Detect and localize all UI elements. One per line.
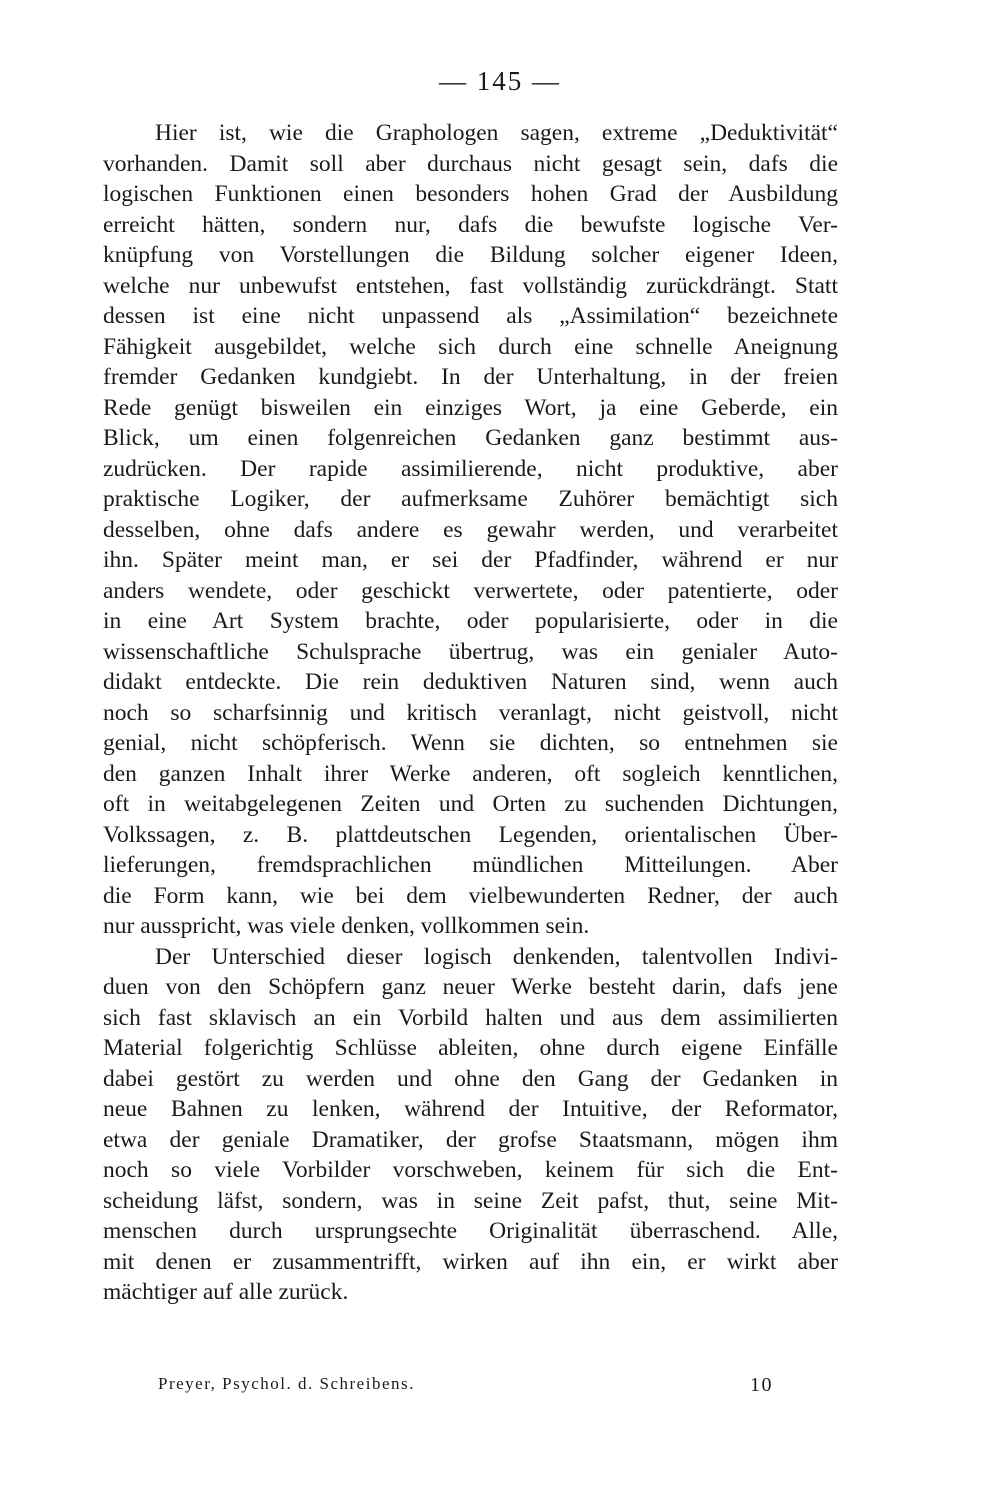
text-line: in eine Art System brachte, oder popularisierte, oder in die bbox=[103, 608, 838, 634]
text-line: dessen ist eine nicht unpassend als „Assimilation“ bezeichnete bbox=[103, 303, 838, 329]
text-line: fremder Gedanken kundgiebt. In der Unterhaltung, in der freien bbox=[103, 364, 838, 390]
text-line: Hier ist, wie die Graphologen sagen, extreme „Deduktivität“ bbox=[155, 120, 838, 146]
text-line: zudrücken. Der rapide assimilierende, nicht produktive, aber bbox=[103, 455, 838, 482]
text-line: neue Bahnen zu lenken, während der Intuitive, der Reformator, bbox=[103, 1096, 838, 1122]
text-line: noch so viele Vorbilder vorschweben, keinem für sich die Ent- bbox=[103, 1157, 838, 1183]
text-line: mächtiger auf alle zurück. bbox=[103, 1279, 349, 1305]
text-line: genial, nicht schöpferisch. Wenn sie dichten, so entnehmen sie bbox=[103, 730, 838, 756]
text-line: nur ausspricht, was viele denken, vollkommen sein. bbox=[103, 913, 590, 939]
text-line: Volkssagen, z. B. plattdeutschen Legenden, orientalischen Über- bbox=[103, 821, 838, 848]
text-line: mit denen er zusammentrifft, wirken auf ihn ein, er wirkt aber bbox=[103, 1248, 838, 1275]
body-text bbox=[103, 118, 838, 1308]
text-line: welche nur unbewufst entstehen, fast vollständig zurückdrängt. Statt bbox=[103, 272, 838, 299]
text-line: vorhanden. Damit soll aber durchaus nicht gesagt sein, dafs die bbox=[103, 150, 838, 177]
text-line: Fähigkeit ausgebildet, welche sich durch eine schnelle Aneignung bbox=[103, 333, 838, 360]
page-number: — 145 — bbox=[439, 66, 561, 96]
text-line: scheidung läfst, sondern, was in seine Zeit pafst, thut, seine Mit- bbox=[103, 1187, 838, 1214]
text-line: oft in weitabgelegenen Zeiten und Orten zu suchenden Dichtungen, bbox=[103, 791, 838, 817]
text-line: dabei gestört zu werden und ohne den Gang der Gedanken in bbox=[103, 1065, 838, 1092]
text-line: wissenschaftliche Schulsprache übertrug, was ein genialer Auto- bbox=[103, 638, 838, 665]
text-line: noch so scharfsinnig und kritisch veranlagt, nicht geistvoll, nicht bbox=[103, 699, 838, 726]
text-line: praktische Logiker, der aufmerksame Zuhörer bemächtigt sich bbox=[103, 486, 838, 512]
text-line: Rede genügt bisweilen ein einziges Wort, ja eine Geberde, ein bbox=[103, 394, 838, 421]
paragraph-2 bbox=[103, 942, 838, 1308]
text-line: Der Unterschied dieser logisch denkenden, talentvollen Indivi- bbox=[155, 943, 838, 970]
text-line: etwa der geniale Dramatiker, der grofse Staatsmann, mögen ihm bbox=[103, 1126, 838, 1153]
text-line: duen von den Schöpfern ganz neuer Werke besteht darin, dafs jene bbox=[103, 974, 838, 1000]
text-line: Blick, um einen folgenreichen Gedanken ganz bestimmt aus- bbox=[103, 425, 838, 451]
paragraph-1 bbox=[103, 118, 838, 942]
text-line: Material folgerichtig Schlüsse ableiten, ohne durch eigene Einfälle bbox=[103, 1035, 838, 1061]
text-line: ihn. Später meint man, er sei der Pfadfinder, während er nur bbox=[103, 547, 838, 573]
signature-mark: Preyer, Psychol. d. Schreibens. bbox=[158, 1374, 415, 1393]
text-line: didakt entdeckte. Die rein deduktiven Naturen sind, wenn auch bbox=[103, 669, 838, 695]
text-line: die Form kann, wie bei dem vielbewunderten Redner, der auch bbox=[103, 882, 838, 909]
text-line: knüpfung von Vorstellungen die Bildung solcher eigener Ideen, bbox=[103, 242, 838, 268]
text-line: anders wendete, oder geschickt verwertete, oder patentierte, oder bbox=[103, 577, 838, 604]
text-line: lieferungen, fremdsprachlichen mündlichen Mitteilungen. Aber bbox=[103, 852, 838, 878]
text-line: menschen durch ursprungsechte Originalität überraschend. Alle, bbox=[103, 1218, 838, 1244]
text-line: erreicht hätten, sondern nur, dafs die bewufste logische Ver- bbox=[103, 211, 838, 238]
text-line: logischen Funktionen einen besonders hohen Grad der Ausbildung bbox=[103, 181, 838, 207]
sheet-number: 10 bbox=[750, 1374, 773, 1396]
text-line: desselben, ohne dafs andere es gewahr werden, und verarbeitet bbox=[103, 516, 838, 543]
text-line: sich fast sklavisch an ein Vorbild halten und aus dem assimilierten bbox=[103, 1004, 838, 1031]
text-line: den ganzen Inhalt ihrer Werke anderen, oft sogleich kenntlichen, bbox=[103, 760, 838, 787]
